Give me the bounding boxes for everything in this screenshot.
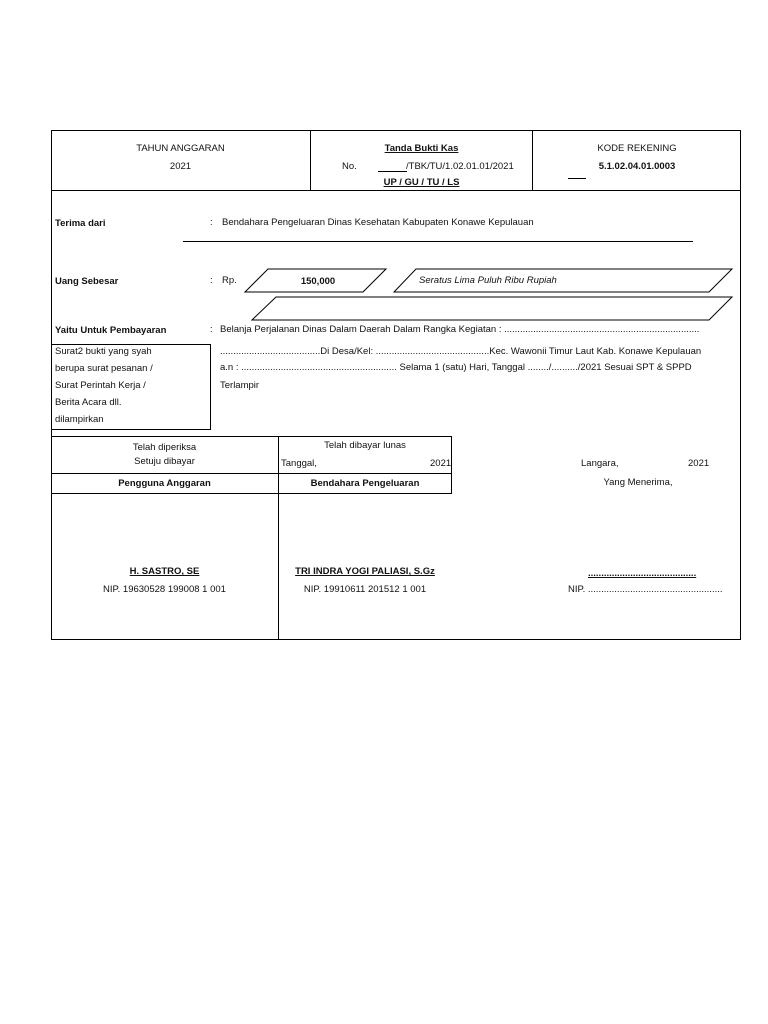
note-line-1: Surat2 bukti yang syah bbox=[55, 346, 152, 357]
terima-colon: : bbox=[210, 217, 213, 228]
amount-number: 150,000 bbox=[300, 276, 336, 287]
sign-header-top bbox=[51, 473, 452, 474]
yaitu-line-4: Terlampir bbox=[220, 380, 260, 391]
yaitu-colon: : bbox=[210, 324, 213, 335]
tahun-value: 2021 bbox=[169, 161, 192, 172]
yaitu-line-1: Belanja Perjalanan Dinas Dalam Daerah Dalam Rangka Kegiatan : .......................................................................... bbox=[220, 324, 700, 335]
note-line-2: berupa surat pesanan / bbox=[55, 363, 153, 374]
yaitu-line-3: a.n : ........................................................... Selama 1 (satu) Hari, Tanggal ......../........../2021 Sesuai SPT & SPPD bbox=[220, 362, 692, 373]
checked-line-2: Setuju dibayar bbox=[134, 456, 195, 467]
place-label: Langara, bbox=[581, 458, 619, 469]
amount-words: Seratus Lima Puluh Ribu Rupiah bbox=[419, 275, 557, 286]
sign-header-bottom bbox=[51, 493, 452, 494]
kode-label: KODE REKENING bbox=[597, 143, 677, 154]
receiver-nip: NIP. ................................................... bbox=[568, 584, 723, 595]
sign-divider-left bbox=[278, 436, 279, 640]
receiver-label: Yang Menerima, bbox=[603, 477, 673, 488]
terima-value: Bendahara Pengeluaran Dinas Kesehatan Kabupaten Konawe Kepulauan bbox=[222, 217, 534, 228]
amount-extra-box bbox=[252, 297, 732, 320]
terima-label: Terima dari bbox=[55, 218, 106, 229]
no-label: No. bbox=[342, 161, 357, 172]
note-line-5: dilampirkan bbox=[55, 414, 104, 425]
type-value: UP / GU / TU / LS bbox=[383, 177, 460, 188]
no-value: /TBK/TU/1.02.01.01/2021 bbox=[406, 161, 514, 172]
pengguna-name: H. SASTRO, SE bbox=[129, 566, 200, 577]
uang-colon: : bbox=[210, 275, 213, 286]
sign-divider-right bbox=[451, 436, 452, 494]
bendahara-nip: NIP. 19910611 201512 1 001 bbox=[303, 584, 427, 595]
kode-value: 5.1.02.04.01.0003 bbox=[598, 161, 676, 172]
uang-label: Uang Sebesar bbox=[55, 276, 119, 287]
tanggal-year: 2021 bbox=[430, 458, 452, 469]
sign-top-line bbox=[51, 436, 452, 437]
yaitu-label: Yaitu Untuk Pembayaran bbox=[55, 325, 167, 336]
checked-line-1: Telah diperiksa bbox=[132, 442, 197, 453]
tanggal-label: Tanggal, bbox=[281, 458, 317, 469]
note-line-3: Surat Perintah Kerja / bbox=[55, 380, 146, 391]
paid-line: Telah dibayar lunas bbox=[324, 440, 406, 451]
pengguna-nip: NIP. 19630528 199008 1 001 bbox=[103, 584, 226, 595]
bendahara-header: Bendahara Pengeluaran bbox=[310, 478, 420, 489]
pengguna-header: Pengguna Anggaran bbox=[118, 478, 211, 489]
rp-label: Rp. bbox=[222, 275, 237, 286]
tbk-title: Tanda Bukti Kas bbox=[384, 143, 459, 154]
receiver-name: ......................................... bbox=[588, 568, 697, 579]
note-line-4: Berita Acara dll. bbox=[55, 397, 122, 408]
tahun-label: TAHUN ANGGARAN bbox=[136, 143, 225, 154]
yaitu-line-2: ......................................Di Desa/Kel: ...........................................Kec. Wawonii Timur Laut Kab. Konawe Kepulauan bbox=[220, 346, 702, 357]
bendahara-name: TRI INDRA YOGI PALIASI, S.Gz bbox=[295, 566, 435, 577]
place-year: 2021 bbox=[688, 458, 710, 469]
